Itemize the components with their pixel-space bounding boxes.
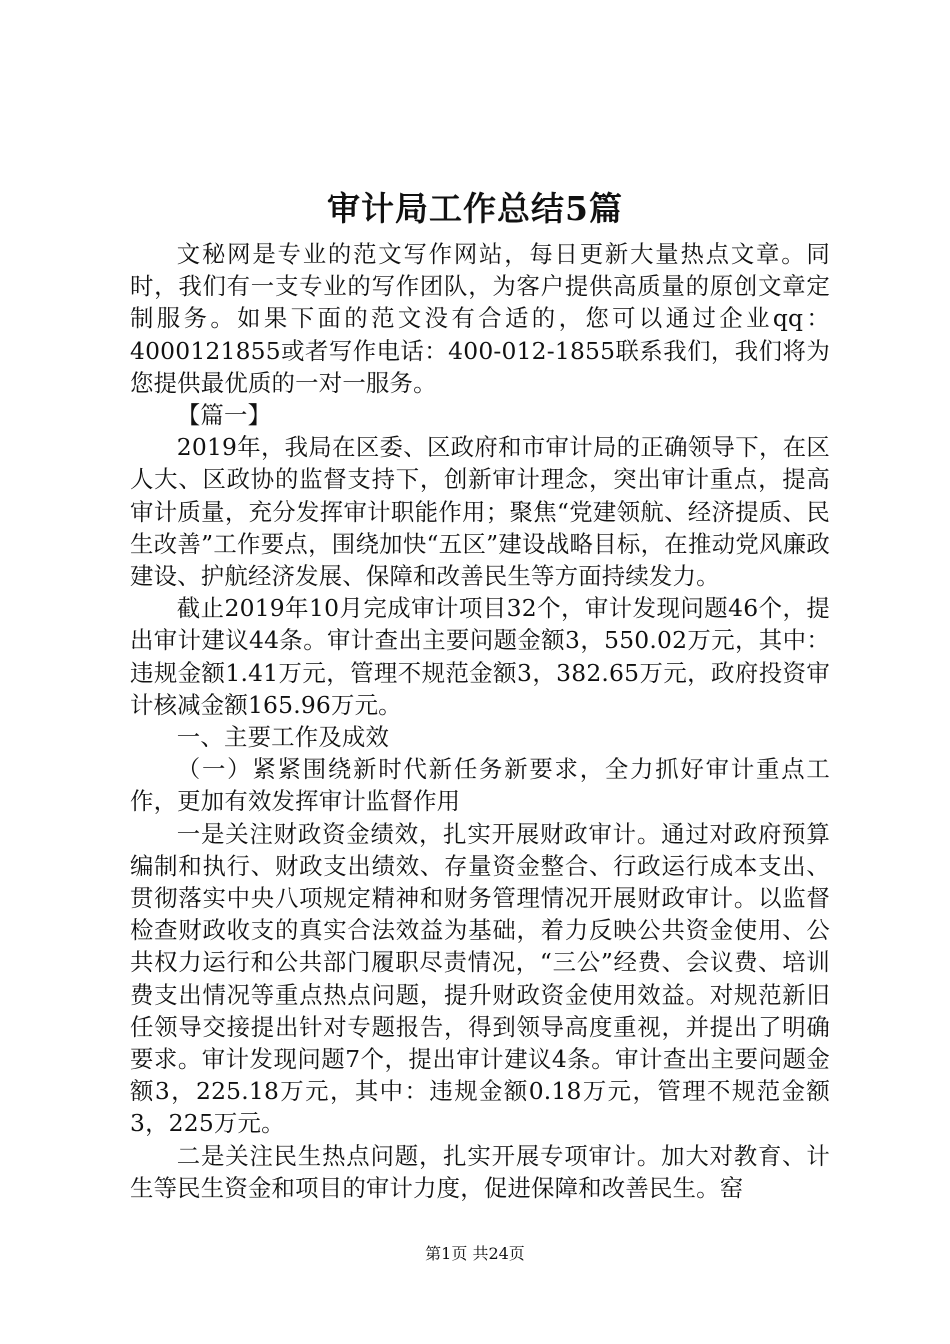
page-footer: 第1页 共24页 xyxy=(425,1244,525,1263)
heading-main-work: 一、主要工作及成效 xyxy=(176,723,390,752)
summary-paragraph: 2019年，我局在区委、区政府和市审计局的正确领导下，在区人大、区政协的监督支持下，创新审计理念，突出审计重点，提高审计质量，充分发挥审计职能作用；聚焦“党建领航、经济提质、民生改善”工作要点，围绕加快“五区”建设战略目标，在推动党风廉政建设、护航经济发展、保障和改善民生等方面持续发力。 xyxy=(130,433,830,591)
statistics-paragraph: 截止2019年10月完成审计项目32个，审计发现问题46个，提出审计建议44条。审计查出主要问题金额3，550.02万元，其中：违规金额1.41万元，管理不规范金额3，382.65万元，政府投资审计核减金额165.96万元。 xyxy=(130,594,830,719)
section-heading-part-one: 【篇一】 xyxy=(176,401,272,430)
document-title: 审计局工作总结5篇 xyxy=(327,189,623,228)
special-audit-paragraph: 二是关注民生热点问题，扎实开展专项审计。加大对教育、计生等民生资金和项目的审计力度，促进保障和改善民生。窑 xyxy=(130,1141,830,1202)
document-body xyxy=(130,238,830,1204)
intro-paragraph: 文秘网是专业的范文写作网站，每日更新大量热点文章。同时，我们有一支专业的写作团队，为客户提供高质量的原创文章定制服务。如果下面的范文没有合适的，您可以通过企业qq：4000121855或者写作电话：400-012-1855联系我们，我们将为您提供最优质的一对一服务。 xyxy=(130,240,830,397)
fiscal-audit-paragraph: 一是关注财政资金绩效，扎实开展财政审计。通过对政府预算编制和执行、财政支出绩效、存量资金整合、行政运行成本支出、贯彻落实中央八项规定精神和财务管理情况开展财政审计。以监督检查财政收支的真实合法效益为基础，着力反映公共资金使用、公共权力运行和公共部门履职尽责情况，“三公”经费、会议费、培训费支出情况等重点热点问题，提升财政资金使用效益。对规范新旧任领导交接提出针对专题报告，得到领导高度重视，并提出了明确要求。审计发现问题7个，提出审计建议4条。审计查出主要问题金额3，225.18万元，其中：违规金额0.18万元，管理不规范金额3，225万元。 xyxy=(130,819,830,1138)
subheading-one: （一）紧紧围绕新时代新任务新要求，全力抓好审计重点工作，更加有效发挥审计监督作用 xyxy=(130,755,830,816)
